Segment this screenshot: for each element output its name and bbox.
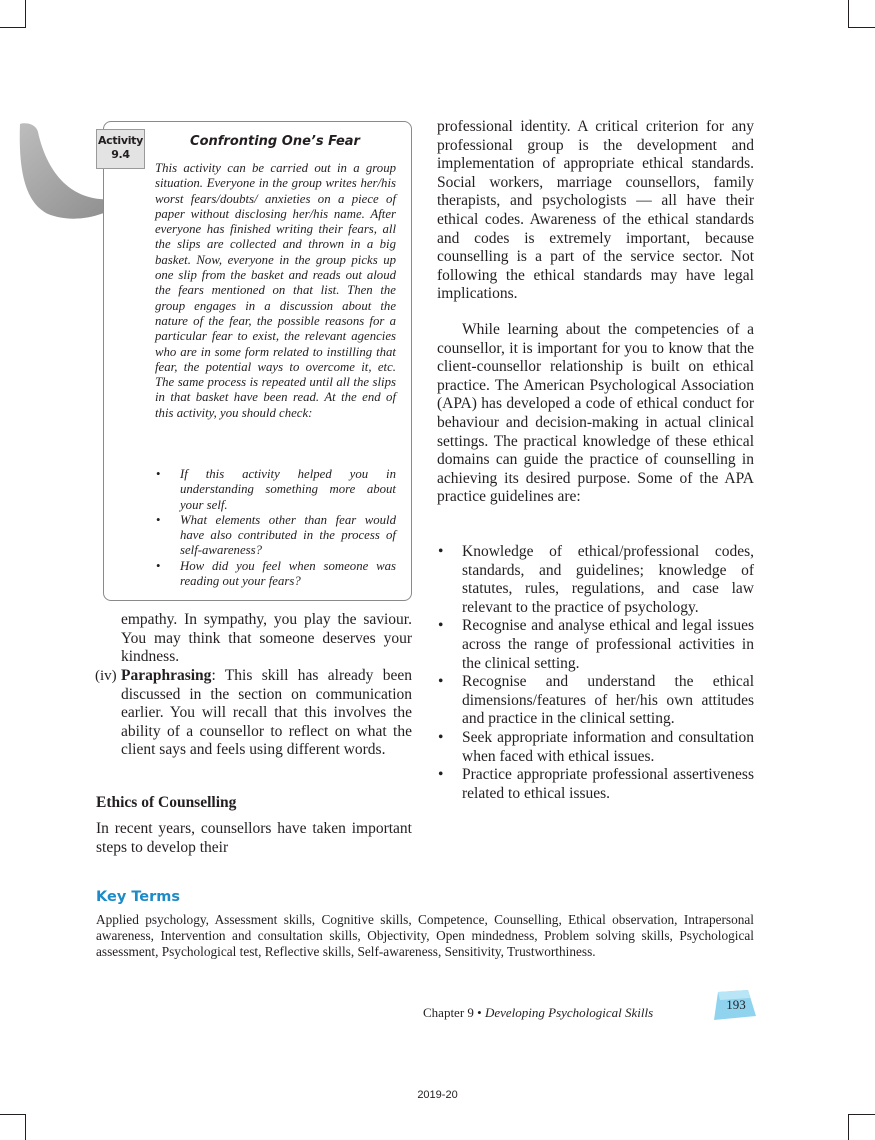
year-label: 2019-20	[417, 1089, 458, 1101]
key-terms-text: Applied psychology, Assessment skills, Cognitive skills, Competence, Counselling, Ethical observation, Intrapersonal awareness, Intervention and consultation skills, Objectivity, Open mindedness, Problem solving skills, Psychological assessment, Psychological test, Reflective skills, Self-awareness, Sensitivity, Trustworthiness.	[96, 912, 754, 959]
competencies-paragraph: While learning about the competencies of a counsellor, it is important for you to know that the client-counsellor relationship is built on ethical practice. The American Psychological Association (APA) has developed a code of ethical conduct for behaviour and decision-making in actual clinical settings. The practical knowledge of these ethical domains can guide the practice of counselling in achieving its desired purpose. Some of the APA practice guidelines are:	[437, 321, 754, 506]
apa-guidelines-list	[437, 543, 754, 803]
activity-body: This activity can be carried out in a group situation. Everyone in the group writes her/his worst fears/doubts/ anxieties on a piece of paper without disclosing her/his name. After everyone has finished writing their fears, all the slips are collected and thrown in a big basket. Now, everyone in the group picks up one slip from the basket and reads out aloud the fears mentioned on that list. Then the group engages in a discussion about the nature of the fear, the possible reasons for a particular fear to exist, the relevant agencies who are in some form related to instilling that fear, the potential ways to overcome it, etc. The same process is repeated until all the slips in that basket have been read. At the end of this activity, you should check:	[155, 161, 396, 420]
crop-mark-bl-h	[0, 1114, 26, 1115]
list-item: • Seek appropriate information and consultation when faced with ethical issues.	[438, 728, 754, 765]
chapter-label: Chapter 9 • Developing Psychological Skills	[423, 1005, 654, 1020]
list-item: • What elements other than fear would have also contributed in the process of self-awareness?	[156, 512, 396, 558]
activity-title: Confronting One’s Fear	[190, 134, 360, 149]
paraphrasing-term: Paraphrasing	[121, 667, 212, 684]
paraphrasing-paragraph	[121, 667, 412, 760]
crop-mark-tr-v	[848, 0, 849, 28]
paraphrasing-text: : This skill has already been discussed in the section on communication earlier. You will recall that this involves the ability of a counsellor to reflect on what the client says and feels using different words.	[121, 667, 412, 759]
list-item: • Recognise and analyse ethical and legal issues across the range of professional activities in the clinical setting.	[438, 617, 754, 672]
professional-identity-paragraph: professional identity. A critical criterion for any professional group is the development and implementation of appropriate ethical standards. Social workers, marriage counsellors, family therapists, and psychologists — all have their ethical codes. Awareness of the ethical standards and codes is extremely important, because counselling is a part of the service sector. Not following the ethical standards may have legal implications.	[437, 118, 754, 303]
empathy-continuation: empathy. In sympathy, you play the saviour. You may think that someone deserves your kindness.	[121, 611, 412, 666]
chapter-title: Developing Psychological Skills	[484, 1005, 654, 1020]
activity-tag: Activity 9.4	[96, 129, 145, 169]
list-item: • Knowledge of ethical/professional codes, standards, and guidelines; knowledge of statutes, rules, regulations, and case law relevant to the practice of psychology.	[438, 543, 754, 616]
crop-mark-bl-v	[25, 1114, 26, 1140]
crop-mark-tr-h	[848, 27, 875, 28]
crop-mark-tl-h	[0, 27, 26, 28]
crop-mark-tl-v	[25, 0, 26, 28]
list-item: • Recognise and understand the ethical dimensions/features of her/his own attitudes and practice in the clinical setting.	[438, 673, 754, 728]
list-item: • How did you feel when someone was reading out your fears?	[156, 558, 396, 589]
page-number: 193	[726, 997, 746, 1012]
ethics-paragraph: In recent years, counsellors have taken important steps to develop their	[96, 820, 412, 856]
section-heading: Ethics of Counselling	[96, 794, 237, 811]
crop-mark-br-h	[848, 1114, 875, 1115]
list-item: • Practice appropriate professional assertiveness related to ethical issues.	[438, 766, 754, 802]
key-terms-heading: Key Terms	[96, 889, 181, 905]
crop-mark-br-v	[848, 1114, 849, 1140]
list-item: • If this activity helped you in understanding something more about your self.	[156, 467, 396, 512]
item-number: (iv)	[95, 668, 117, 684]
activity-questions	[155, 467, 396, 589]
